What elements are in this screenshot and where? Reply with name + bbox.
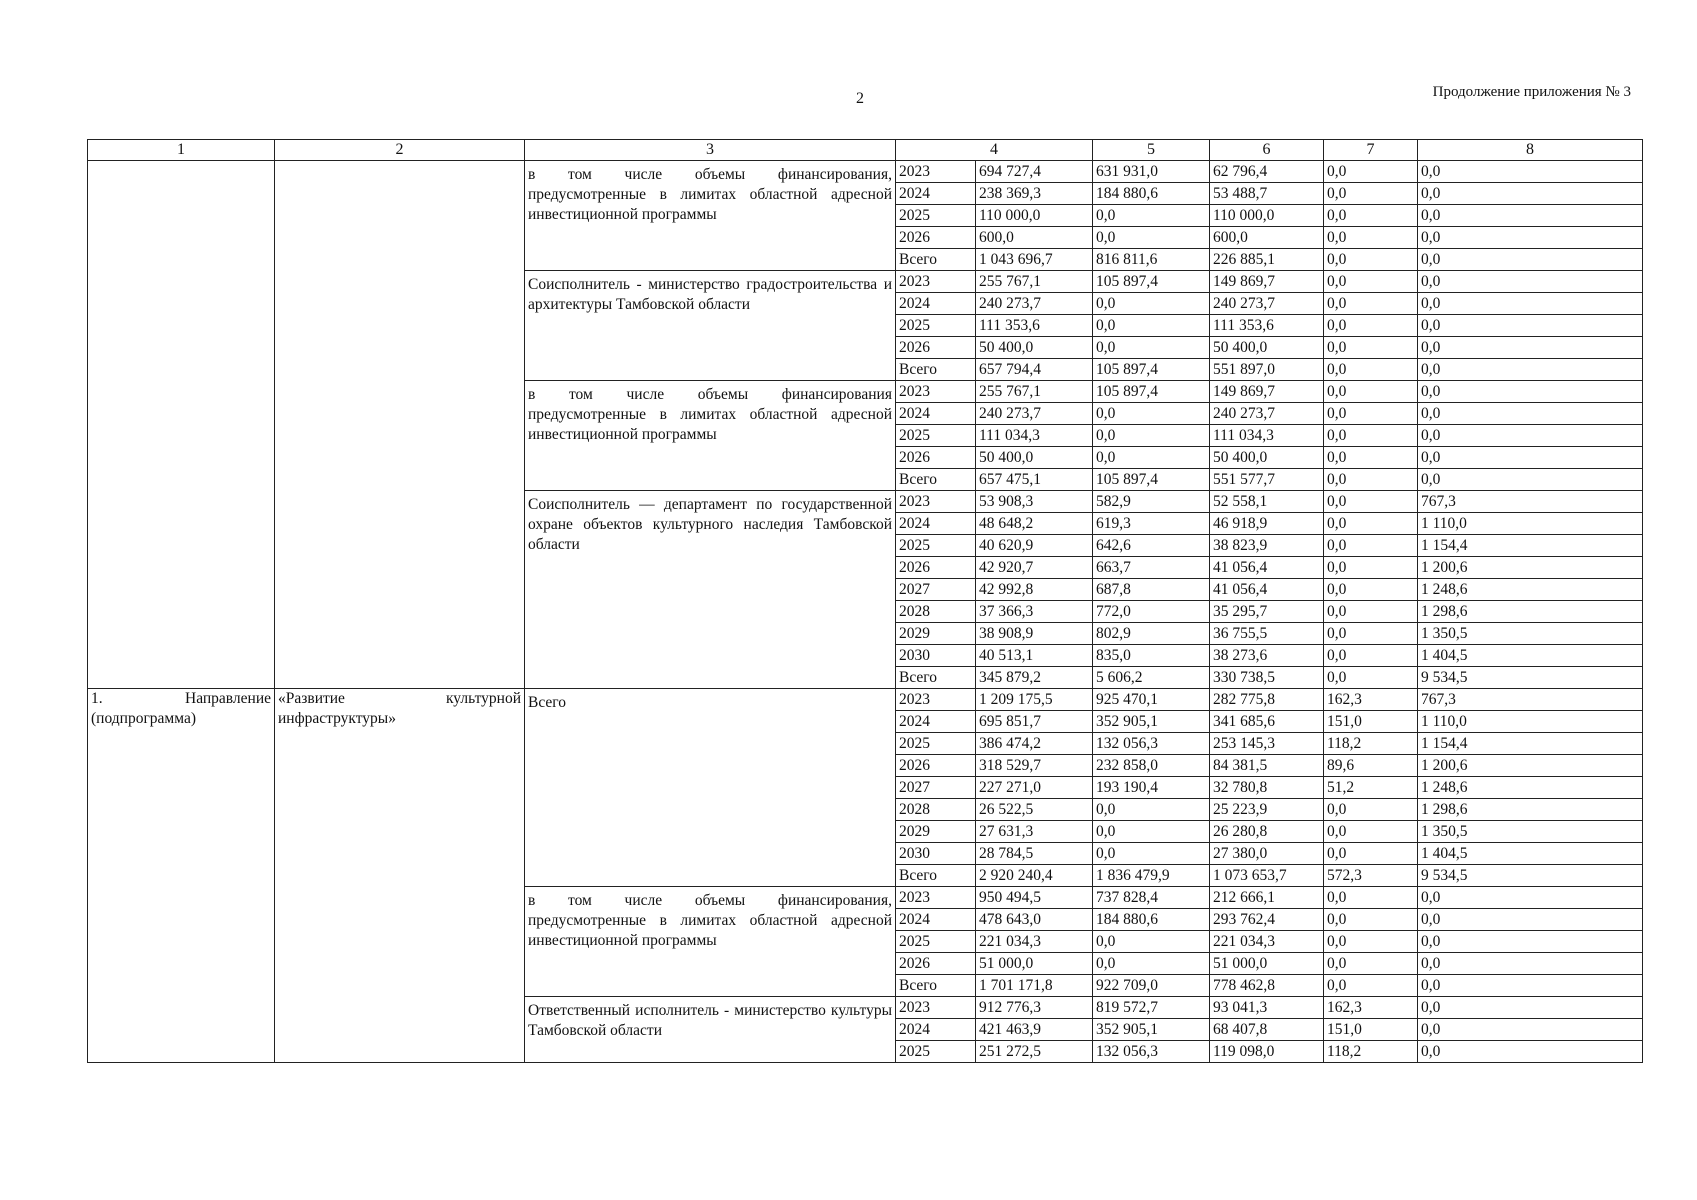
amount-cell: 240 273,7 xyxy=(1210,403,1324,425)
amount-cell: 0,0 xyxy=(1093,821,1210,843)
year-cell: 2028 xyxy=(896,601,976,623)
year-cell: Всего xyxy=(896,975,976,997)
amount-cell: 0,0 xyxy=(1418,425,1643,447)
amount-cell: 352 905,1 xyxy=(1093,1019,1210,1041)
continuation-note: Продолжение приложения № 3 xyxy=(1432,84,1631,100)
amount-cell: 0,0 xyxy=(1324,975,1418,997)
amount-cell: 40 620,9 xyxy=(976,535,1093,557)
amount-cell: 118,2 xyxy=(1324,733,1418,755)
amount-cell: 151,0 xyxy=(1324,711,1418,733)
amount-cell: 687,8 xyxy=(1093,579,1210,601)
amount-cell: 1 350,5 xyxy=(1418,821,1643,843)
amount-cell: 0,0 xyxy=(1324,359,1418,381)
amount-cell: 1 350,5 xyxy=(1418,623,1643,645)
amount-cell: 105 897,4 xyxy=(1093,271,1210,293)
amount-cell: 1 248,6 xyxy=(1418,777,1643,799)
amount-cell: 0,0 xyxy=(1324,491,1418,513)
amount-cell: 1 248,6 xyxy=(1418,579,1643,601)
amount-cell: 26 522,5 xyxy=(976,799,1093,821)
amount-cell: 341 685,6 xyxy=(1210,711,1324,733)
year-cell: 2023 xyxy=(896,161,976,183)
amount-cell: 631 931,0 xyxy=(1093,161,1210,183)
amount-cell: 551 897,0 xyxy=(1210,359,1324,381)
amount-cell: 105 897,4 xyxy=(1093,359,1210,381)
amount-cell: 132 056,3 xyxy=(1093,1041,1210,1063)
amount-cell: 255 767,1 xyxy=(976,271,1093,293)
amount-cell: 1 154,4 xyxy=(1418,733,1643,755)
amount-cell: 0,0 xyxy=(1418,1041,1643,1063)
amount-cell: 950 494,5 xyxy=(976,887,1093,909)
amount-cell: 0,0 xyxy=(1093,953,1210,975)
year-cell: 2025 xyxy=(896,535,976,557)
amount-cell: 9 534,5 xyxy=(1418,667,1643,689)
amount-cell: 111 353,6 xyxy=(976,315,1093,337)
amount-cell: 767,3 xyxy=(1418,689,1643,711)
year-cell: 2026 xyxy=(896,557,976,579)
amount-cell: 110 000,0 xyxy=(1210,205,1324,227)
amount-cell: 0,0 xyxy=(1418,337,1643,359)
amount-cell: 193 190,4 xyxy=(1093,777,1210,799)
amount-cell: 240 273,7 xyxy=(976,403,1093,425)
amount-cell: 184 880,6 xyxy=(1093,183,1210,205)
amount-cell: 819 572,7 xyxy=(1093,997,1210,1019)
amount-cell: 0,0 xyxy=(1418,953,1643,975)
year-cell: 2025 xyxy=(896,315,976,337)
amount-cell: 0,0 xyxy=(1418,909,1643,931)
amount-cell: 38 823,9 xyxy=(1210,535,1324,557)
amount-cell: 36 755,5 xyxy=(1210,623,1324,645)
amount-cell: 0,0 xyxy=(1324,183,1418,205)
amount-cell: 1 404,5 xyxy=(1418,645,1643,667)
column-header: 6 xyxy=(1210,140,1324,161)
amount-cell: 111 034,3 xyxy=(1210,425,1324,447)
amount-cell: 1 701 171,8 xyxy=(976,975,1093,997)
amount-cell: 0,0 xyxy=(1093,227,1210,249)
amount-cell: 619,3 xyxy=(1093,513,1210,535)
year-cell: 2026 xyxy=(896,447,976,469)
amount-cell: 0,0 xyxy=(1324,513,1418,535)
amount-cell: 293 762,4 xyxy=(1210,909,1324,931)
financing-table xyxy=(87,139,1643,1063)
amount-cell: 0,0 xyxy=(1324,821,1418,843)
amount-cell: 1 110,0 xyxy=(1418,513,1643,535)
amount-cell: 1 073 653,7 xyxy=(1210,865,1324,887)
amount-cell: 184 880,6 xyxy=(1093,909,1210,931)
amount-cell: 0,0 xyxy=(1418,997,1643,1019)
amount-cell: 0,0 xyxy=(1324,161,1418,183)
amount-cell: 0,0 xyxy=(1324,953,1418,975)
amount-cell: 53 488,7 xyxy=(1210,183,1324,205)
amount-cell: 27 380,0 xyxy=(1210,843,1324,865)
amount-cell: 51 000,0 xyxy=(976,953,1093,975)
amount-cell: 0,0 xyxy=(1093,931,1210,953)
amount-cell: 0,0 xyxy=(1418,161,1643,183)
amount-cell: 642,6 xyxy=(1093,535,1210,557)
funding-category-cell: Всего xyxy=(525,689,896,887)
column-number-row xyxy=(88,140,1643,161)
year-cell: Всего xyxy=(896,359,976,381)
amount-cell: 0,0 xyxy=(1324,271,1418,293)
year-cell: 2024 xyxy=(896,183,976,205)
amount-cell: 0,0 xyxy=(1418,249,1643,271)
amount-cell: 26 280,8 xyxy=(1210,821,1324,843)
amount-cell: 0,0 xyxy=(1324,579,1418,601)
amount-cell: 0,0 xyxy=(1324,535,1418,557)
amount-cell: 162,3 xyxy=(1324,689,1418,711)
amount-cell: 9 534,5 xyxy=(1418,865,1643,887)
amount-cell: 111 353,6 xyxy=(1210,315,1324,337)
funding-category-cell: Соисполнитель - министерство градостроительства и архитектуры Тамбовской области xyxy=(525,271,896,381)
amount-cell: 51,2 xyxy=(1324,777,1418,799)
amount-cell: 694 727,4 xyxy=(976,161,1093,183)
amount-cell: 663,7 xyxy=(1093,557,1210,579)
year-cell: 2024 xyxy=(896,909,976,931)
amount-cell: 151,0 xyxy=(1324,1019,1418,1041)
year-cell: Всего xyxy=(896,865,976,887)
amount-cell: 240 273,7 xyxy=(976,293,1093,315)
amount-cell: 41 056,4 xyxy=(1210,579,1324,601)
amount-cell: 0,0 xyxy=(1093,843,1210,865)
amount-cell: 89,6 xyxy=(1324,755,1418,777)
year-cell: 2024 xyxy=(896,711,976,733)
amount-cell: 111 034,3 xyxy=(976,425,1093,447)
amount-cell: 1 200,6 xyxy=(1418,557,1643,579)
amount-cell: 1 298,6 xyxy=(1418,601,1643,623)
amount-cell: 767,3 xyxy=(1418,491,1643,513)
amount-cell: 42 920,7 xyxy=(976,557,1093,579)
amount-cell: 132 056,3 xyxy=(1093,733,1210,755)
amount-cell: 352 905,1 xyxy=(1093,711,1210,733)
amount-cell: 162,3 xyxy=(1324,997,1418,1019)
amount-cell: 50 400,0 xyxy=(1210,337,1324,359)
year-cell: 2024 xyxy=(896,513,976,535)
amount-cell: 0,0 xyxy=(1093,315,1210,337)
amount-cell: 46 918,9 xyxy=(1210,513,1324,535)
direction-cell: 1. Направление (подпрограмма) xyxy=(88,689,275,1063)
amount-cell: 657 475,1 xyxy=(976,469,1093,491)
amount-cell: 778 462,8 xyxy=(1210,975,1324,997)
year-cell: 2025 xyxy=(896,733,976,755)
amount-cell: 38 273,6 xyxy=(1210,645,1324,667)
amount-cell: 0,0 xyxy=(1324,425,1418,447)
amount-cell: 0,0 xyxy=(1093,447,1210,469)
amount-cell: 1 154,4 xyxy=(1418,535,1643,557)
column-header: 8 xyxy=(1418,140,1643,161)
amount-cell: 149 869,7 xyxy=(1210,271,1324,293)
amount-cell: 816 811,6 xyxy=(1093,249,1210,271)
amount-cell: 600,0 xyxy=(976,227,1093,249)
amount-cell: 0,0 xyxy=(1324,249,1418,271)
amount-cell: 255 767,1 xyxy=(976,381,1093,403)
amount-cell: 0,0 xyxy=(1093,799,1210,821)
column-header: 5 xyxy=(1093,140,1210,161)
amount-cell: 32 780,8 xyxy=(1210,777,1324,799)
amount-cell: 0,0 xyxy=(1418,271,1643,293)
year-cell: 2026 xyxy=(896,755,976,777)
funding-category-cell: в том числе объемы финансирования, предусмотренные в лимитах областной адресной инвестиционной программы xyxy=(525,161,896,271)
year-cell: 2023 xyxy=(896,689,976,711)
amount-cell: 0,0 xyxy=(1324,843,1418,865)
amount-cell: 1 404,5 xyxy=(1418,843,1643,865)
amount-cell: 0,0 xyxy=(1324,447,1418,469)
year-cell: 2024 xyxy=(896,1019,976,1041)
amount-cell: 345 879,2 xyxy=(976,667,1093,689)
amount-cell: 42 992,8 xyxy=(976,579,1093,601)
amount-cell: 0,0 xyxy=(1324,293,1418,315)
amount-cell: 84 381,5 xyxy=(1210,755,1324,777)
amount-cell: 118,2 xyxy=(1324,1041,1418,1063)
amount-cell: 27 631,3 xyxy=(976,821,1093,843)
funding-category-cell: в том числе объемы финансирования предусмотренные в лимитах областной адресной инвестиционной программы xyxy=(525,381,896,491)
amount-cell: 0,0 xyxy=(1324,337,1418,359)
amount-cell: 110 000,0 xyxy=(976,205,1093,227)
funding-category-cell: в том числе объемы финансирования, предусмотренные в лимитах областной адресной инвестиционной программы xyxy=(525,887,896,997)
amount-cell: 37 366,3 xyxy=(976,601,1093,623)
amount-cell: 0,0 xyxy=(1418,1019,1643,1041)
amount-cell: 0,0 xyxy=(1324,645,1418,667)
year-cell: 2026 xyxy=(896,953,976,975)
amount-cell: 835,0 xyxy=(1093,645,1210,667)
amount-cell: 0,0 xyxy=(1093,403,1210,425)
year-cell: 2029 xyxy=(896,623,976,645)
amount-cell: 105 897,4 xyxy=(1093,381,1210,403)
amount-cell: 1 209 175,5 xyxy=(976,689,1093,711)
funding-category-cell: Ответственный исполнитель - министерство культуры Тамбовской области xyxy=(525,997,896,1063)
year-cell: 2029 xyxy=(896,821,976,843)
amount-cell: 0,0 xyxy=(1324,667,1418,689)
amount-cell: 48 648,2 xyxy=(976,513,1093,535)
amount-cell: 318 529,7 xyxy=(976,755,1093,777)
amount-cell: 0,0 xyxy=(1324,469,1418,491)
amount-cell: 0,0 xyxy=(1324,887,1418,909)
table-body xyxy=(88,161,1643,1063)
amount-cell: 240 273,7 xyxy=(1210,293,1324,315)
amount-cell: 221 034,3 xyxy=(976,931,1093,953)
amount-cell: 226 885,1 xyxy=(1210,249,1324,271)
year-cell: 2024 xyxy=(896,293,976,315)
amount-cell: 50 400,0 xyxy=(976,447,1093,469)
amount-cell: 0,0 xyxy=(1093,293,1210,315)
year-cell: 2030 xyxy=(896,645,976,667)
amount-cell: 386 474,2 xyxy=(976,733,1093,755)
amount-cell: 0,0 xyxy=(1324,601,1418,623)
amount-cell: 0,0 xyxy=(1324,403,1418,425)
amount-cell: 330 738,5 xyxy=(1210,667,1324,689)
amount-cell: 282 775,8 xyxy=(1210,689,1324,711)
amount-cell: 0,0 xyxy=(1418,381,1643,403)
year-cell: 2028 xyxy=(896,799,976,821)
year-cell: Всего xyxy=(896,249,976,271)
amount-cell: 0,0 xyxy=(1418,293,1643,315)
year-cell: 2023 xyxy=(896,491,976,513)
amount-cell: 62 796,4 xyxy=(1210,161,1324,183)
amount-cell: 0,0 xyxy=(1324,315,1418,337)
amount-cell: 0,0 xyxy=(1418,359,1643,381)
amount-cell: 925 470,1 xyxy=(1093,689,1210,711)
amount-cell: 912 776,3 xyxy=(976,997,1093,1019)
amount-cell: 1 043 696,7 xyxy=(976,249,1093,271)
amount-cell: 35 295,7 xyxy=(1210,601,1324,623)
amount-cell: 0,0 xyxy=(1418,447,1643,469)
year-cell: 2023 xyxy=(896,271,976,293)
amount-cell: 0,0 xyxy=(1324,623,1418,645)
amount-cell: 50 400,0 xyxy=(1210,447,1324,469)
column-header: 1 xyxy=(88,140,275,161)
amount-cell: 2 920 240,4 xyxy=(976,865,1093,887)
amount-cell: 0,0 xyxy=(1418,403,1643,425)
amount-cell: 478 643,0 xyxy=(976,909,1093,931)
amount-cell: 802,9 xyxy=(1093,623,1210,645)
amount-cell: 0,0 xyxy=(1418,227,1643,249)
amount-cell: 582,9 xyxy=(1093,491,1210,513)
amount-cell: 1 836 479,9 xyxy=(1093,865,1210,887)
amount-cell: 41 056,4 xyxy=(1210,557,1324,579)
amount-cell: 232 858,0 xyxy=(1093,755,1210,777)
amount-cell: 737 828,4 xyxy=(1093,887,1210,909)
amount-cell: 0,0 xyxy=(1418,205,1643,227)
amount-cell: 1 110,0 xyxy=(1418,711,1643,733)
amount-cell: 0,0 xyxy=(1093,425,1210,447)
amount-cell: 0,0 xyxy=(1418,315,1643,337)
amount-cell: 105 897,4 xyxy=(1093,469,1210,491)
amount-cell: 1 200,6 xyxy=(1418,755,1643,777)
amount-cell: 0,0 xyxy=(1324,931,1418,953)
amount-cell: 53 908,3 xyxy=(976,491,1093,513)
amount-cell: 149 869,7 xyxy=(1210,381,1324,403)
amount-cell: 0,0 xyxy=(1324,799,1418,821)
funding-category-cell: Соисполнитель — департамент по государственной охране объектов культурного наследия Тамбовской области xyxy=(525,491,896,689)
column-header: 4 xyxy=(896,140,1093,161)
amount-cell: 600,0 xyxy=(1210,227,1324,249)
page-number: 2 xyxy=(856,90,864,107)
column-header: 3 xyxy=(525,140,896,161)
column-header: 7 xyxy=(1324,140,1418,161)
year-cell: Всего xyxy=(896,667,976,689)
year-cell: 2025 xyxy=(896,425,976,447)
year-cell: 2024 xyxy=(896,403,976,425)
amount-cell: 0,0 xyxy=(1418,469,1643,491)
amount-cell: 0,0 xyxy=(1418,975,1643,997)
table-row xyxy=(88,161,1643,183)
year-cell: 2025 xyxy=(896,931,976,953)
amount-cell: 0,0 xyxy=(1418,183,1643,205)
amount-cell: 68 407,8 xyxy=(1210,1019,1324,1041)
amount-cell: 5 606,2 xyxy=(1093,667,1210,689)
amount-cell: 25 223,9 xyxy=(1210,799,1324,821)
column-header: 2 xyxy=(275,140,525,161)
year-cell: 2027 xyxy=(896,579,976,601)
year-cell: 2025 xyxy=(896,205,976,227)
amount-cell: 0,0 xyxy=(1324,205,1418,227)
program-name-cell xyxy=(275,161,525,689)
amount-cell: 40 513,1 xyxy=(976,645,1093,667)
year-cell: 2023 xyxy=(896,997,976,1019)
table-row xyxy=(88,689,1643,711)
amount-cell: 551 577,7 xyxy=(1210,469,1324,491)
amount-cell: 251 272,5 xyxy=(976,1041,1093,1063)
amount-cell: 657 794,4 xyxy=(976,359,1093,381)
amount-cell: 50 400,0 xyxy=(976,337,1093,359)
amount-cell: 238 369,3 xyxy=(976,183,1093,205)
amount-cell: 695 851,7 xyxy=(976,711,1093,733)
year-cell: Всего xyxy=(896,469,976,491)
amount-cell: 93 041,3 xyxy=(1210,997,1324,1019)
amount-cell: 1 298,6 xyxy=(1418,799,1643,821)
amount-cell: 772,0 xyxy=(1093,601,1210,623)
amount-cell: 421 463,9 xyxy=(976,1019,1093,1041)
amount-cell: 0,0 xyxy=(1324,227,1418,249)
year-cell: 2025 xyxy=(896,1041,976,1063)
amount-cell: 227 271,0 xyxy=(976,777,1093,799)
amount-cell: 922 709,0 xyxy=(1093,975,1210,997)
amount-cell: 253 145,3 xyxy=(1210,733,1324,755)
amount-cell: 0,0 xyxy=(1418,887,1643,909)
amount-cell: 38 908,9 xyxy=(976,623,1093,645)
amount-cell: 221 034,3 xyxy=(1210,931,1324,953)
amount-cell: 28 784,5 xyxy=(976,843,1093,865)
amount-cell: 0,0 xyxy=(1418,931,1643,953)
year-cell: 2026 xyxy=(896,227,976,249)
amount-cell: 0,0 xyxy=(1093,205,1210,227)
amount-cell: 0,0 xyxy=(1093,337,1210,359)
amount-cell: 212 666,1 xyxy=(1210,887,1324,909)
year-cell: 2023 xyxy=(896,887,976,909)
amount-cell: 0,0 xyxy=(1324,909,1418,931)
direction-cell xyxy=(88,161,275,689)
amount-cell: 52 558,1 xyxy=(1210,491,1324,513)
year-cell: 2023 xyxy=(896,381,976,403)
amount-cell: 572,3 xyxy=(1324,865,1418,887)
amount-cell: 0,0 xyxy=(1324,381,1418,403)
amount-cell: 0,0 xyxy=(1324,557,1418,579)
program-name-cell: «Развитие культурной инфраструктуры» xyxy=(275,689,525,1063)
amount-cell: 51 000,0 xyxy=(1210,953,1324,975)
year-cell: 2027 xyxy=(896,777,976,799)
amount-cell: 119 098,0 xyxy=(1210,1041,1324,1063)
year-cell: 2026 xyxy=(896,337,976,359)
year-cell: 2030 xyxy=(896,843,976,865)
